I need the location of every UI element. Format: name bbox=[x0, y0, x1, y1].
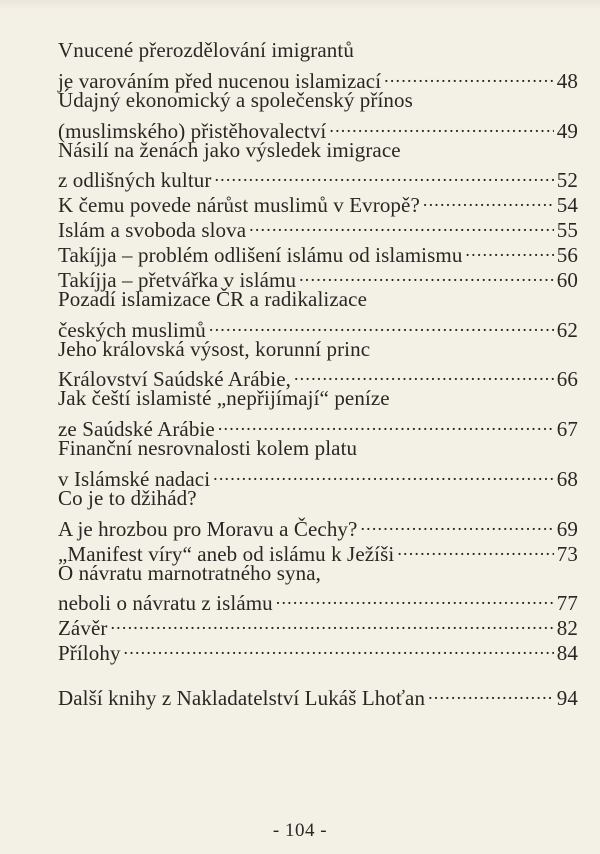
toc-entry-title: Údajný ekonomický a společenský přínos bbox=[58, 87, 413, 112]
dot-leader bbox=[213, 461, 554, 486]
toc-entry bbox=[58, 386, 578, 411]
toc-entry bbox=[58, 38, 578, 63]
toc-entry-title: Vnucené přerozdělování imigrantů bbox=[58, 38, 354, 62]
dot-leader bbox=[360, 511, 554, 536]
toc-entry-title: Islám a svoboda slova bbox=[58, 218, 247, 243]
toc-entry-page: 94 bbox=[556, 686, 578, 711]
toc-entry bbox=[58, 411, 578, 442]
dot-leader bbox=[329, 113, 554, 138]
toc-entry bbox=[58, 138, 578, 163]
toc-entry-title: Přílohy bbox=[58, 641, 121, 666]
toc-entry-title: „Manifest víry“ aneb od islámu k Ježíši bbox=[58, 541, 395, 566]
toc-entry-title: Závěr bbox=[58, 616, 108, 641]
toc-entry-title: neboli o návratu z islámu bbox=[58, 591, 273, 616]
toc-entry-title: A je hrozbou pro Moravu a Čechy? bbox=[58, 516, 358, 541]
toc-entry-title: v Islámské nadaci bbox=[58, 467, 211, 492]
toc-entry-title: Jeho královská výsost, korunní princ bbox=[58, 336, 371, 361]
dot-leader bbox=[384, 63, 554, 88]
toc-entry-page: 66 bbox=[556, 367, 578, 392]
toc-entry bbox=[58, 113, 578, 143]
toc-entry bbox=[58, 287, 578, 312]
toc-entry-page: 67 bbox=[556, 417, 578, 442]
table-of-contents bbox=[58, 38, 578, 711]
toc-entry-title: Další knihy z Nakladatelství Lukáš Lhoťan bbox=[58, 686, 426, 711]
toc-entry bbox=[58, 610, 578, 641]
toc-lines bbox=[58, 38, 578, 666]
toc-entry-page: 82 bbox=[556, 616, 578, 641]
toc-entry-page: 84 bbox=[556, 641, 578, 666]
dot-leader bbox=[294, 362, 554, 387]
dot-leader bbox=[214, 162, 554, 187]
toc-entry bbox=[58, 635, 578, 666]
toc-entry-title: Království Saúdské Arábie, bbox=[58, 367, 291, 392]
toc-entry-page: 52 bbox=[556, 168, 578, 193]
toc-entry bbox=[58, 362, 578, 392]
toc-entry bbox=[58, 436, 578, 461]
toc-entry-title: Takíjja – přetvářka v islámu bbox=[58, 267, 297, 292]
dot-leader bbox=[218, 411, 554, 436]
toc-entry-page: 55 bbox=[556, 218, 578, 243]
dot-leader bbox=[397, 536, 554, 561]
toc-entry-title: Násilí na ženách jako výsledek imigrace bbox=[58, 137, 401, 162]
dot-leader bbox=[124, 635, 554, 660]
toc-entry bbox=[58, 561, 578, 586]
toc-entry-page: 68 bbox=[556, 467, 578, 492]
toc-entry-page: 48 bbox=[556, 68, 578, 93]
spacer bbox=[58, 660, 578, 680]
dot-leader bbox=[209, 312, 554, 337]
toc-entry-extra bbox=[58, 680, 578, 711]
toc-entry-title: Co je to džihád? bbox=[58, 486, 197, 511]
toc-entry-title: (muslimského) přistěhovalectví bbox=[58, 118, 327, 143]
toc-entry bbox=[58, 63, 578, 93]
toc-entry-title: je varováním před nucenou islamizací bbox=[58, 68, 382, 93]
dot-leader bbox=[110, 610, 554, 635]
toc-entry-title: z odlišných kultur bbox=[58, 168, 212, 193]
dot-leader bbox=[299, 262, 554, 287]
dot-leader bbox=[428, 680, 554, 705]
toc-entry-title: Takíjja – problém odlišení islámu od islamismu bbox=[58, 243, 463, 268]
toc-entry bbox=[58, 88, 578, 113]
toc-entry bbox=[58, 511, 578, 541]
toc-entry bbox=[58, 312, 578, 342]
toc-entry bbox=[58, 486, 578, 511]
dot-leader bbox=[465, 237, 554, 262]
toc-entry bbox=[58, 162, 578, 193]
toc-entry-page: 56 bbox=[556, 243, 578, 268]
toc-entry-title: českých muslimů bbox=[58, 317, 206, 342]
toc-entry-page: 49 bbox=[556, 118, 578, 143]
toc-entry-page: 54 bbox=[556, 193, 578, 218]
toc-entry-page: 60 bbox=[556, 267, 578, 292]
toc-entry-title: Jak čeští islamisté „nepřijímají“ peníze bbox=[58, 386, 390, 411]
toc-entry-page: 62 bbox=[556, 317, 578, 342]
toc-entry-title: ze Saúdské Arábie bbox=[58, 417, 215, 442]
toc-entry-title: K čemu povede nárůst muslimů v Evropě? bbox=[58, 193, 420, 218]
toc-entry-page: 73 bbox=[556, 541, 578, 566]
toc-entry-title: Finanční nesrovnalosti kolem platu bbox=[58, 436, 358, 461]
toc-entry bbox=[58, 461, 578, 492]
dot-leader bbox=[423, 187, 554, 212]
toc-entry-title: O návratu marnotratného syna, bbox=[58, 560, 321, 585]
toc-entry-page: 77 bbox=[556, 591, 578, 616]
page-number: - 104 - bbox=[272, 820, 328, 841]
toc-entry bbox=[58, 586, 578, 616]
page-shadow bbox=[0, 0, 600, 10]
dot-leader bbox=[276, 586, 554, 611]
toc-entry bbox=[58, 337, 578, 362]
toc-entry-page: 69 bbox=[556, 516, 578, 541]
toc-entry-title: Pozadí islamizace ČR a radikalizace bbox=[58, 286, 368, 311]
dot-leader bbox=[249, 212, 554, 237]
